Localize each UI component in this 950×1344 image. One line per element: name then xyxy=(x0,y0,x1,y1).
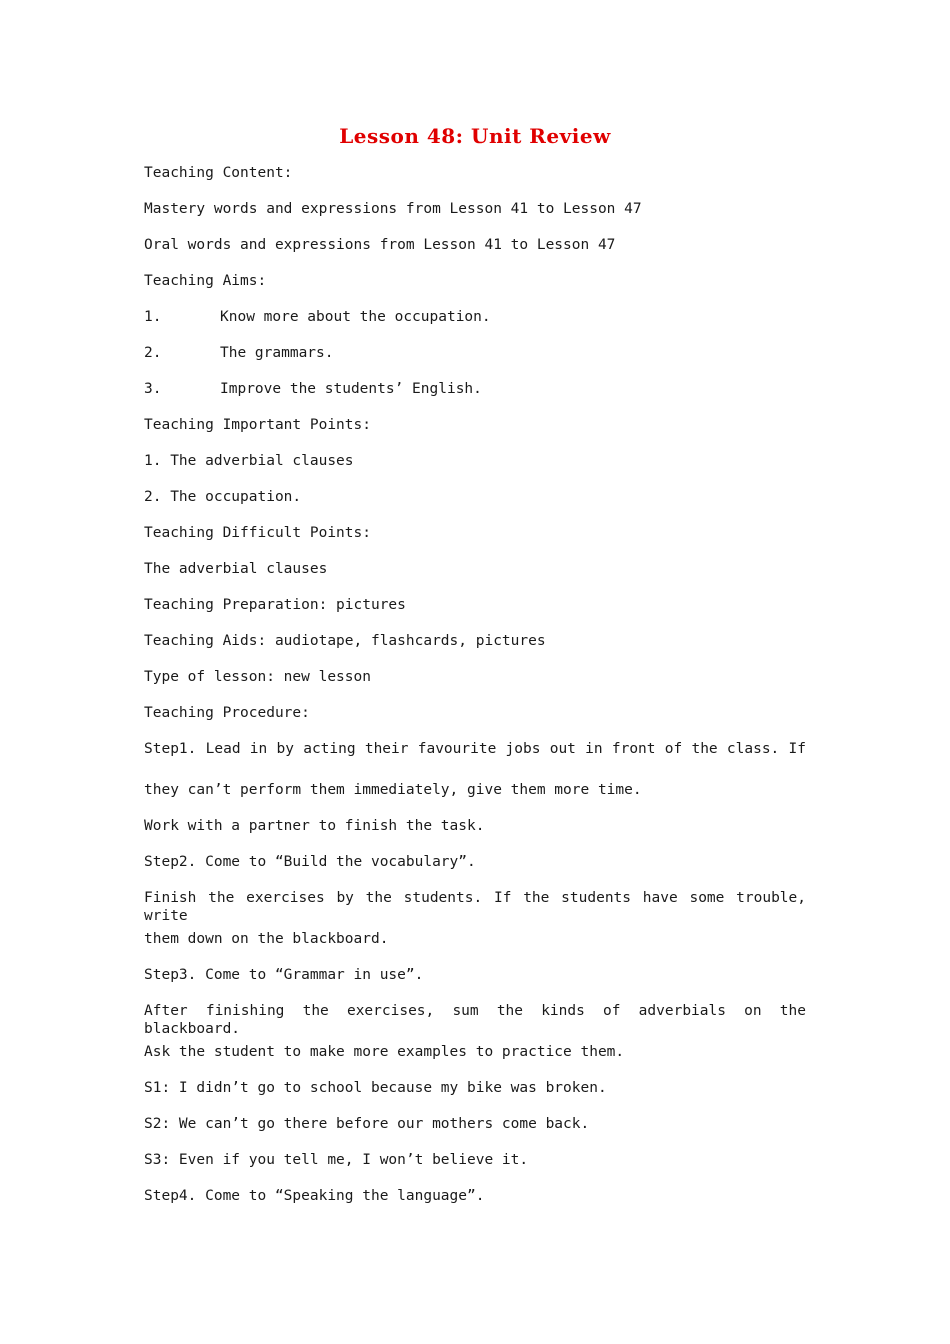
aim-item-3 xyxy=(144,380,482,398)
important-point-1: 1. The adverbial clauses xyxy=(144,453,354,469)
difficult-points-heading: Teaching Difficult Points: xyxy=(144,525,371,541)
aim-text: Improve the students’ English. xyxy=(220,381,482,397)
after-finishing-line-b: Ask the student to make more examples to practice them. xyxy=(144,1044,625,1060)
example-s3: S3: Even if you tell me, I won’t believe it. xyxy=(144,1152,529,1168)
after-finishing-line-a: After finishing the exercises, sum the kinds of adverbials on the blackboard. xyxy=(144,1003,806,1037)
important-points-heading: Teaching Important Points: xyxy=(144,417,371,433)
teaching-aids-line: Teaching Aids: audiotape, flashcards, pictures xyxy=(144,633,546,649)
aim-text: The grammars. xyxy=(220,345,334,361)
mastery-words-line: Mastery words and expressions from Lesson 41 to Lesson 47 xyxy=(144,201,642,217)
work-partner-line: Work with a partner to finish the task. xyxy=(144,818,485,834)
document-title: Lesson 48: Unit Review xyxy=(339,124,611,148)
teaching-content-heading: Teaching Content: xyxy=(144,165,293,181)
example-s2: S2: We can’t go there before our mothers come back. xyxy=(144,1116,590,1132)
teaching-preparation-line: Teaching Preparation: pictures xyxy=(144,597,406,613)
step3-line: Step3. Come to “Grammar in use”. xyxy=(144,967,424,983)
teaching-procedure-heading: Teaching Procedure: xyxy=(144,705,310,721)
step4-line: Step4. Come to “Speaking the language”. xyxy=(144,1188,485,1204)
teaching-aims-heading: Teaching Aims: xyxy=(144,273,267,289)
important-point-2: 2. The occupation. xyxy=(144,489,302,505)
aim-item-2 xyxy=(144,344,334,362)
step1-line-b: they can’t perform them immediately, give them more time. xyxy=(144,782,642,798)
example-s1: S1: I didn’t go to school because my bike was broken. xyxy=(144,1080,607,1096)
aim-item-1 xyxy=(144,308,491,326)
aim-text: Know more about the occupation. xyxy=(220,309,491,325)
step1-line-a: Step1. Lead in by acting their favourite jobs out in front of the class. If xyxy=(144,741,806,757)
finish-exercises-line-a: Finish the exercises by the students. If the students have some trouble, write xyxy=(144,890,806,924)
step2-line: Step2. Come to “Build the vocabulary”. xyxy=(144,854,476,870)
lesson-type-line: Type of lesson: new lesson xyxy=(144,669,371,685)
difficult-point-text: The adverbial clauses xyxy=(144,561,328,577)
aim-number: 2. xyxy=(144,345,162,361)
finish-exercises-line-b: them down on the blackboard. xyxy=(144,931,389,947)
aim-number: 3. xyxy=(144,381,162,397)
oral-words-line: Oral words and expressions from Lesson 41 to Lesson 47 xyxy=(144,237,616,253)
aim-number: 1. xyxy=(144,309,162,325)
